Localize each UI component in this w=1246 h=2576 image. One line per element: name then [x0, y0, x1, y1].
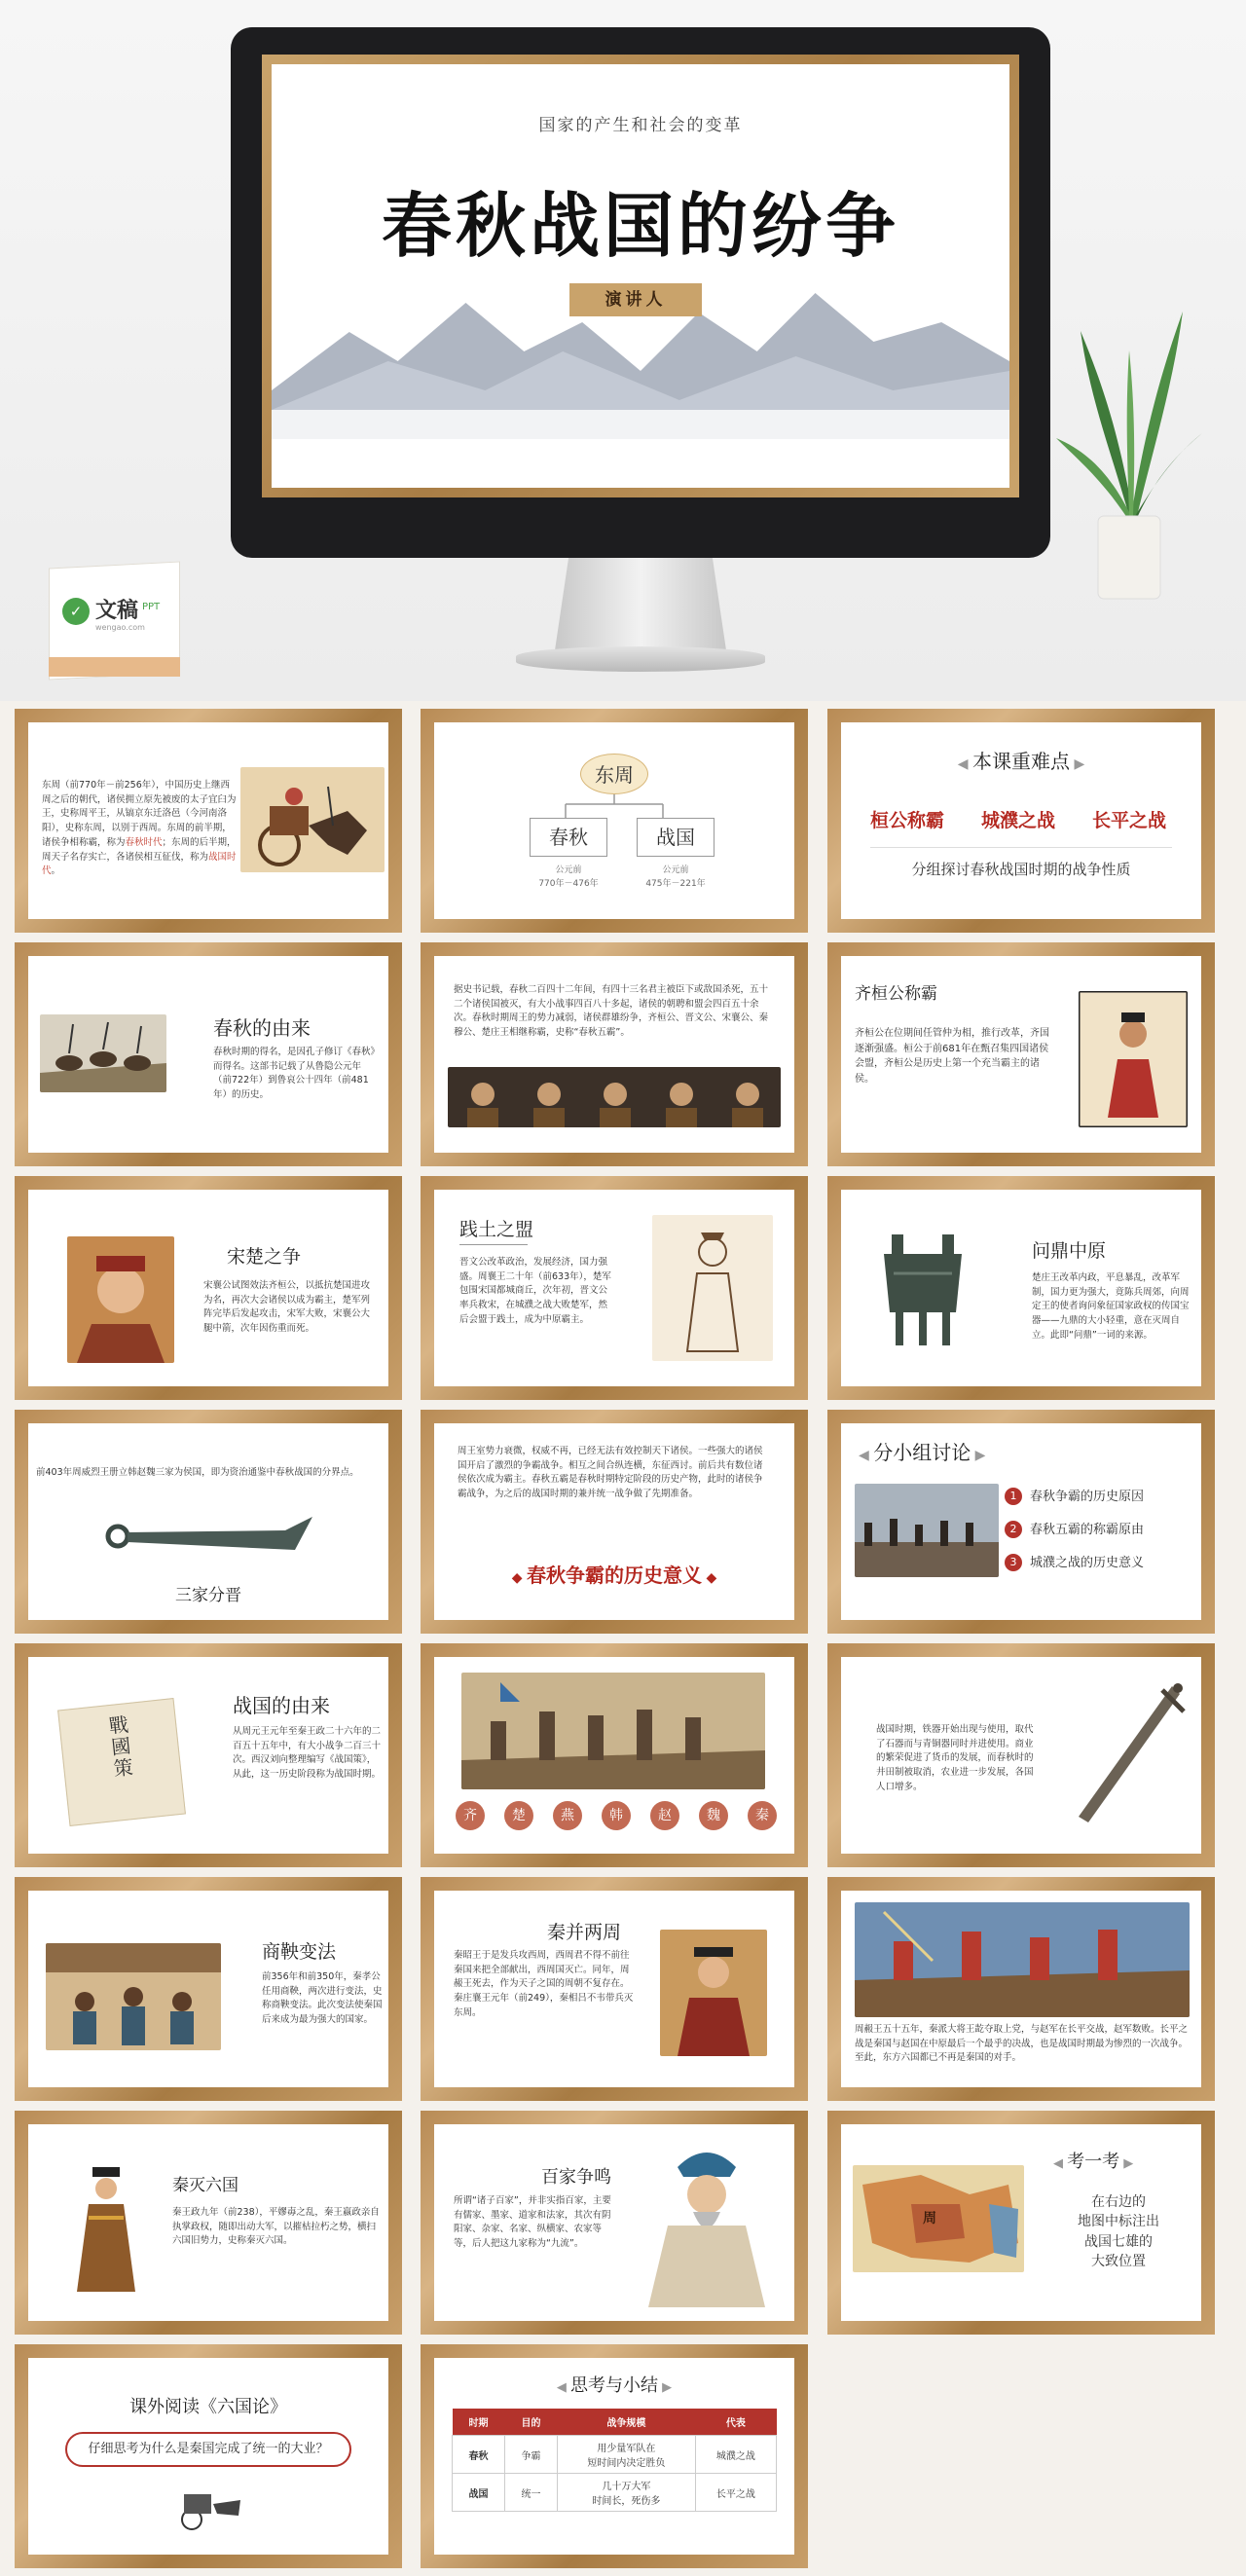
monitor-stand: [555, 558, 726, 650]
slide-spring-autumn-origin[interactable]: [15, 942, 402, 1166]
discussion-item-3: 城濮之战的历史意义: [1030, 1556, 1145, 1570]
tree-spring-autumn: 春秋: [530, 818, 607, 857]
warring-states-battle-image: [461, 1673, 765, 1789]
summary-title: 思考与小结: [570, 2375, 658, 2396]
song-chu-title: 宋楚之争: [227, 1246, 302, 1268]
five-hegemons-text: 据史书记载，春秋二百四十二年间，有四十三名君主被臣下或敌国杀死，五十二个诸侯国被灭，有大小战事四百八十多起，诸侯的朝聘和盟会四百五十余次。春秋时期周王的势力减弱，诸侯群雄纷争，齐桓公、晋文公、宋襄公、秦穆公、楚庄王相继称霸，史称“春秋五霸”。: [454, 984, 769, 1039]
slide-hegemony-meaning[interactable]: 周王室势力衰微，权威不再，已经无法有效控制天下诸侯。一些强大的诸侯国开启了激烈的争霸战争。相互之间合纵连横，东征西讨。前后共有数位诸侯依次成为霸主。春秋五霸是春秋时期特定阶段的历史产物，此时的诸侯争霸战争，为之后的战国时期的兼并统一战争做了先期准备。 ◆ 春秋争霸的历史意义 ◆: [421, 1410, 808, 1634]
bronze-sword-image: [1055, 1676, 1191, 1832]
discussion-title: 分小组讨论: [873, 1441, 971, 1464]
bronze-chariot-image: [174, 2481, 244, 2531]
slide-key-points[interactable]: ◀ 本课重难点 ▶ 桓公称霸 城濮之战 长平之战 分组探讨春秋战国时期的战争性质: [827, 709, 1215, 933]
hundred-schools-title: 百家争鸣: [541, 2167, 611, 2188]
knife-coin-image: [100, 1507, 316, 1565]
summary-header-period: 时期: [453, 2409, 505, 2436]
three-families-title: 三家分晋: [175, 1586, 241, 1605]
table-row: 战国 统一 几十万大军 时间长，死伤多 长平之战: [453, 2474, 777, 2512]
state-qin: 秦: [748, 1801, 777, 1830]
changping-text: 周赧王五十五年，秦派大将王龁夺取上党，与赵军在长平交战，赵军数败。长平之战是秦国与赵国在中原最后一个最乎的决战，也是战国时期最为惨烈的一次战争。至此，东方六国都已不再是秦国的对手。: [855, 2024, 1189, 2064]
duke-xiang-portrait: [67, 1236, 174, 1363]
slide-jiantu-alliance[interactable]: [421, 1176, 808, 1400]
quiz-line-4: 大致位置: [1091, 2253, 1146, 2269]
tree-root: 东周: [580, 754, 648, 794]
tree-lines: [551, 794, 678, 818]
five-hegemons-portraits: [448, 1067, 781, 1127]
three-families-text: 前403年周威烈王册立韩赵魏三家为侯国，即为资治通鉴中春秋战国的分界点。: [36, 1467, 359, 1478]
song-chu-text: 宋襄公试图效法齐桓公，以抵抗楚国进攻为名，再次大会诸侯以成为霸主，楚军列阵完毕后发起攻击，宋军大败，宋襄公大腿中箭，次年因伤重而死。: [203, 1280, 371, 1335]
keyword-huan-gong: 桓公称霸: [870, 810, 945, 831]
quiz-line-1: 在右边的: [1091, 2194, 1146, 2210]
key-points-sub: 分组探讨春秋战国时期的战争性质: [911, 861, 1131, 878]
slide-duke-huan[interactable]: [827, 942, 1215, 1166]
hero-title: 春秋战国的纷争: [381, 184, 899, 267]
slide-seven-states[interactable]: [421, 1643, 808, 1867]
hegemony-text: 周王室势力衰微，权威不再，已经无法有效控制天下诸侯。一些强大的诸侯国开启了激烈的争霸战争。相互之间合纵连横，东征西讨。前后共有数位诸侯依次成为霸主。春秋五霸是春秋时期特定阶段的历史产物，此时的诸侯争霸战争，为之后的战国时期的兼并统一战争做了先期准备。: [458, 1446, 763, 1500]
warring-origin-title: 战国的由来: [233, 1694, 330, 1717]
hero-subtitle: 国家的产生和社会的变革: [538, 116, 743, 135]
qin-two-zhou-text: 秦昭王于是发兵攻西周，西周君不得不前往秦国来把全部献出，西周国灭亡。同年，周赧王死去，作为天子之国的周朝不复存在。秦庄襄王元年（前249），秦相吕不韦带兵灭东周。: [454, 1950, 634, 2018]
qin-unification-text: 秦王政九年（前238），平嫪毐之乱，秦王嬴政亲自执掌政权，随即出动大军，以摧枯拉朽之势，横扫六国旧势力，史称秦灭六国。: [172, 2207, 380, 2247]
battle-scene-image: [855, 1484, 999, 1577]
shang-yang-title: 商鞅变法: [262, 1941, 337, 1963]
qin-two-zhou-title: 秦并两周: [547, 1922, 622, 1943]
discussion-item-2: 春秋五霸的称霸原由: [1030, 1523, 1145, 1537]
state-qi: 齐: [456, 1801, 485, 1830]
zhanguoce-book: [57, 1698, 186, 1826]
slide-eastern-zhou-intro[interactable]: 东周（前770年－前256年），中国历史上继西周之后的朝代，诸侯拥立原先被废的太子宜臼为王，史称周平王，从镐京东迁洛邑（今河南洛阳），史称东周，以别于西周。东周的前半期，诸侯争相称霸，称为春秋时代；东周的后半期，周天子名存实亡，各诸侯相互征伐，称为战国时代。: [15, 709, 402, 933]
iron-age-text: 战国时期，铁器开始出现与使用，取代了石器而与青铜器同时并进使用。商业的繁荣促进了货币的发展，而春秋时的井田制被取消，农业进一步发展，各国人口增多。: [876, 1724, 1034, 1792]
duke-huan-title: 齐桓公称霸: [855, 984, 937, 1004]
state-yan: 燕: [553, 1801, 582, 1830]
logo-text: 文稿: [95, 599, 139, 623]
plant-decoration: [1051, 292, 1207, 604]
hundred-schools-text: 所谓“诸子百家”，并非实指百家，主要有儒家、墨家、道家和法家，其次有阴阳家、杂家、名家、纵横家、农家等等，后人把这九家称为“九流”。: [454, 2195, 611, 2250]
presenter-label: 演讲人: [569, 283, 702, 316]
spring-autumn-origin-title: 春秋的由来: [213, 1016, 311, 1040]
spring-autumn-origin-text: 春秋时期的得名，是因孔子修订《春秋》而得名。这部书记载了从鲁隐公元年（前722年）到鲁哀公十四年（前481年）的历史。: [213, 1047, 376, 1101]
qin-shihuang-portrait: [67, 2159, 145, 2296]
warring-states-range: 475年－221年: [645, 879, 706, 889]
slide-song-chu[interactable]: [15, 1176, 402, 1400]
slide-hundred-schools[interactable]: [421, 2111, 808, 2335]
hegemony-title: 春秋争霸的历史意义: [527, 1564, 702, 1587]
logo-icon: ✓: [62, 598, 90, 625]
divider: [870, 847, 1172, 848]
slide-warring-origin[interactable]: [15, 1643, 402, 1867]
qin-unification-title: 秦灭六国: [172, 2176, 238, 2195]
state-zhao: 赵: [650, 1801, 679, 1830]
summary-header-goal: 目的: [505, 2409, 558, 2436]
quiz-title: 考一考: [1067, 2152, 1120, 2172]
extra-reading-title: 课外阅读《六国论》: [129, 2397, 287, 2417]
warring-states-map: [853, 2165, 1024, 2272]
slide-eastern-zhou-tree[interactable]: [421, 709, 808, 933]
monitor-frame: [231, 27, 1050, 558]
map-label-zhou: 周: [923, 2211, 936, 2226]
chariot-painting: [240, 767, 385, 872]
quiz-line-2: 地图中标注出: [1078, 2214, 1159, 2230]
tree-warring-states: 战国: [637, 818, 715, 857]
keyword-changping: 长平之战: [1092, 810, 1167, 831]
spring-autumn-range: 770年－476年: [538, 879, 599, 889]
jiantu-title: 践土之盟: [459, 1219, 534, 1240]
slide-group-discussion[interactable]: ◀ 分小组讨论 ▶ 1 春秋争霸的历史原因 2 春秋五霸的称霸原由 3 城濮之战的历史意义: [827, 1410, 1215, 1634]
key-points-title: 本课重难点: [972, 750, 1070, 773]
logo-calendar: [49, 565, 180, 681]
slide-iron-age[interactable]: [827, 1643, 1215, 1867]
slide-five-hegemons[interactable]: [421, 942, 808, 1166]
table-row: 春秋 争霸 用少量军队在 短时间内决定胜负 城濮之战: [453, 2436, 777, 2474]
shang-yang-painting: [46, 1943, 221, 2050]
ink-mountains: [272, 244, 1009, 439]
intro-text: 东周（前770年－前256年），中国历史上继西周之后的朝代，诸侯拥立原先被废的太子宜臼为王，史称周平王，从镐京东迁洛邑（今河南洛阳），史称东周，以别于西周。东周的前半期，诸侯争相称霸，称为: [42, 780, 237, 848]
state-chu: 楚: [504, 1801, 533, 1830]
discussion-number-1: 1: [1005, 1488, 1022, 1505]
state-han: 韩: [602, 1801, 631, 1830]
logo-sub: PPT: [142, 602, 161, 612]
discussion-item-1: 春秋争霸的历史原因: [1030, 1490, 1145, 1504]
changping-battle-image: [855, 1902, 1190, 2017]
warring-origin-text: 从周元王元年至秦王政二十六年的二百五十五年中，有大小战争二百三十次。西汉刘向整理编写《战国策》，从此，这一历史阶段称为战国时期。: [233, 1726, 382, 1781]
monitor-base: [516, 646, 765, 672]
jiantu-text: 晋文公改革政治，发展经济，国力强盛。周襄王二十年（前633年），楚军包围宋国都城商丘，次年初，晋文公率兵救宋，在城濮之战大败楚军，然后会盟于践土，成为中原霸主。: [459, 1257, 611, 1325]
hero-preview: [0, 0, 1246, 701]
logo-url: wengao.com: [95, 623, 145, 632]
summary-header-scale: 战争规模: [558, 2409, 696, 2436]
duke-huan-portrait: [1079, 991, 1188, 1127]
slide-ding[interactable]: [827, 1176, 1215, 1400]
warring-states-label: 公元前: [662, 865, 689, 875]
ding-text: 楚庄王改革内政，平息暴乱，改革军制，国力更为强大，竟陈兵周郊，向周定王的使者询问象征国家政权的传国宝器——九鼎的大小轻重，意在灭周自立。此即“问鼎”一词的来源。: [1032, 1272, 1190, 1341]
slide-quiz[interactable]: 周 ◀ 考一考 ▶ 在右边的 地图中标注出 战国七雄的 大致位置: [827, 2111, 1215, 2335]
slide-qin-two-zhou[interactable]: [421, 1877, 808, 2101]
slide-changping[interactable]: [827, 1877, 1215, 2101]
king-zhaoxiang-portrait: [660, 1930, 767, 2056]
quiz-line-3: 战国七雄的: [1084, 2233, 1153, 2250]
duke-huan-text: 齐桓公在位期间任管仲为相，推行改革，齐国逐渐强盛。桓公于前681年在甄召集四国诸侯会盟，齐桓公是历史上第一个充当霸主的诸侯。: [855, 1028, 1049, 1085]
spring-autumn-label: 公元前: [555, 865, 582, 875]
monitor-screen: [262, 55, 1019, 497]
slide-qin-unification[interactable]: [15, 2111, 402, 2335]
extra-reading-question: 仔细思考为什么是秦国完成了统一的大业？: [65, 2432, 351, 2467]
discussion-number-2: 2: [1005, 1521, 1022, 1538]
summary-header-example: 代表: [695, 2409, 776, 2436]
cavalry-painting: [40, 1014, 166, 1092]
discussion-number-3: 3: [1005, 1554, 1022, 1571]
shang-yang-text: 前356年和前350年，秦孝公任用商鞅，两次进行变法，史称商鞅变法。此次变法使秦国后来成为最为强大的国家。: [262, 1971, 383, 2026]
slide-summary[interactable]: ◀ 思考与小结 ▶ 时期 目的 战争规模 代表 春秋 争霸 用少量军队在 短时间内决定胜负 城濮之战 战国 统一 几十万大军 时间长，死伤多 长平之战: [421, 2344, 808, 2568]
ding-title: 问鼎中原: [1032, 1240, 1107, 1262]
states-row: [456, 1801, 777, 1830]
keyword-chengpu: 城濮之战: [981, 810, 1056, 831]
confucius-painting: [629, 2138, 785, 2307]
book-title: 戰國策: [107, 1712, 134, 1781]
slide-three-families[interactable]: [15, 1410, 402, 1634]
slide-extra-reading[interactable]: [15, 2344, 402, 2568]
duke-wen-sketch: [652, 1215, 773, 1361]
summary-table: [452, 2409, 777, 2512]
bronze-ding-image: [864, 1225, 981, 1351]
state-wei: 魏: [699, 1801, 728, 1830]
slide-shang-yang[interactable]: [15, 1877, 402, 2101]
